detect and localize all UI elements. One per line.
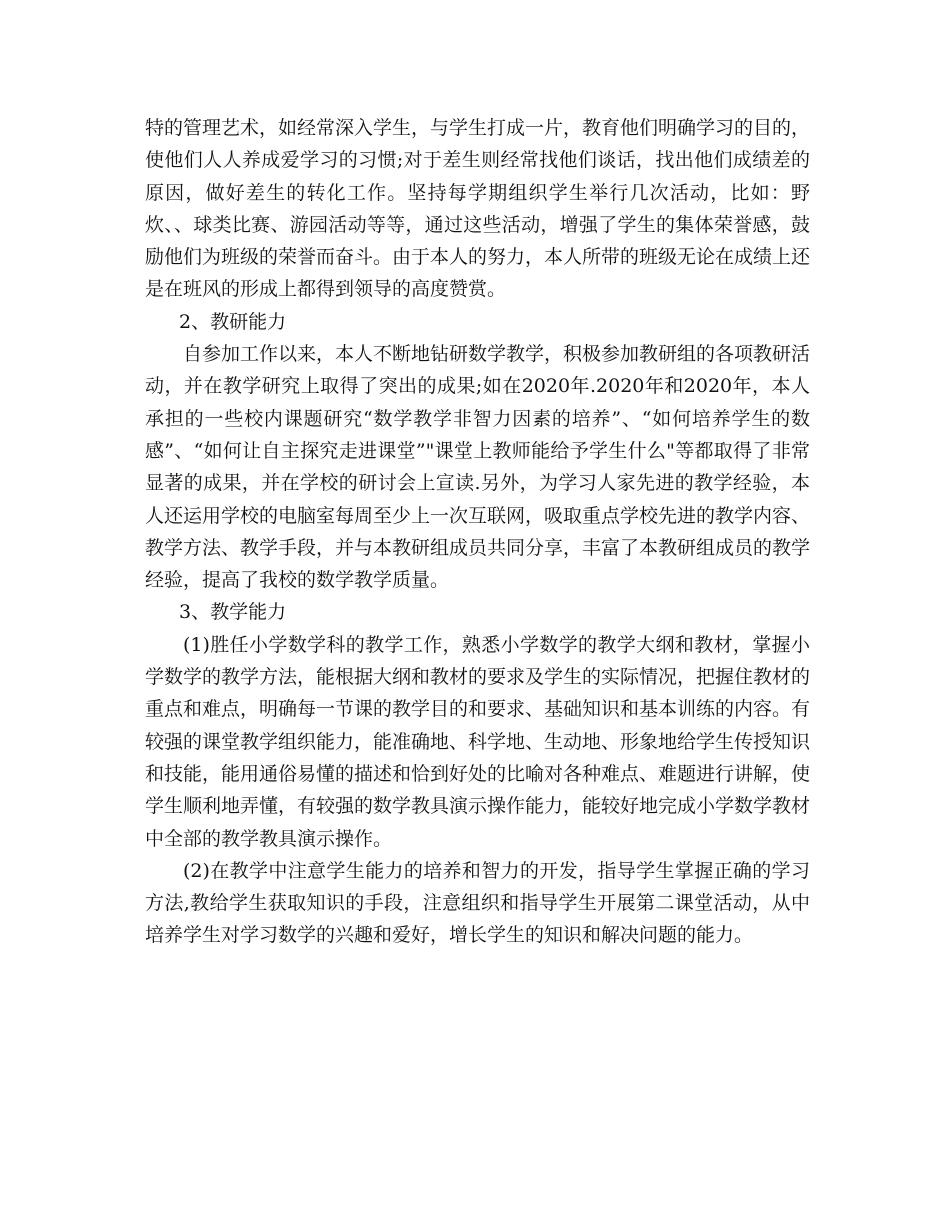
paragraph-research-ability: 自参加工作以来，本人不断地钻研数学教学，积极参加教研组的各项教研活动，并在教学研究上取得了突出的成果;如在2020年.2020年和2020年，本人承担的一些校内课题研究“数学教学非智力因素的培养”、“如何培养学生的数感”、“如何让自主探究走进课堂”"课堂上教师能给予学生什么"等都取得了非常显著的成果，并在学校的研讨会上宣读.另外，为学习人家先进的教学经验，本人还运用学校的电脑室每周至少上一次互联网，吸取重点学校先进的教学内容、教学方法、教学手段，并与本教研组成员共同分享，丰富了本教研组成员的教学经验，提高了我校的数学教学质量。	[145, 343, 811, 592]
paragraph-class-management: 特的管理艺术，如经常深入学生，与学生打成一片，教育他们明确学习的目的，使他们人人养成爱学习的习惯;对于差生则经常找他们谈话，找出他们成绩差的原因，做好差生的转化工作。坚持每学期组织学生举行几次活动，比如：野炊、、球类比赛、游园活动等等，通过这些活动，增强了学生的集体荣誉感，鼓励他们为班级的荣誉而奋斗。由于本人的努力，本人所带的班级无论在成绩上还是在班风的形成上都得到领导的高度赞赏。	[145, 117, 811, 301]
paragraph-teaching-ability-1: (1)胜任小学数学科的教学工作，熟悉小学数学的教学大纲和教材，掌握小学数学的教学方法，能根据大纲和教材的要求及学生的实际情况，把握住教材的重点和难点，明确每一节课的教学目的和要求、基础知识和基本训练的内容。有较强的课堂教学组织能力，能准确地、科学地、生动地、形象地给学生传授知识和技能，能用通俗易懂的描述和恰到好处的比喻对各种难点、难题进行讲解，使学生顺利地弄懂，有较强的数学教具演示操作能力，能较好地完成小学数学教材中全部的教学教具演示操作。	[145, 633, 811, 850]
section-heading-teaching-ability: 3、教学能力	[179, 601, 287, 624]
document-page	[145, 112, 810, 952]
section-heading-research-ability: 2、教研能力	[179, 310, 287, 333]
paragraph-teaching-ability-2: (2)在教学中注意学生能力的培养和智力的开发，指导学生掌握正确的学习方法,教给学生获取知识的手段，注意组织和指导学生开展第二课堂活动，从中培养学生对学习数学的兴趣和爱好，增长学生的知识和解决问题的能力。	[145, 859, 810, 947]
